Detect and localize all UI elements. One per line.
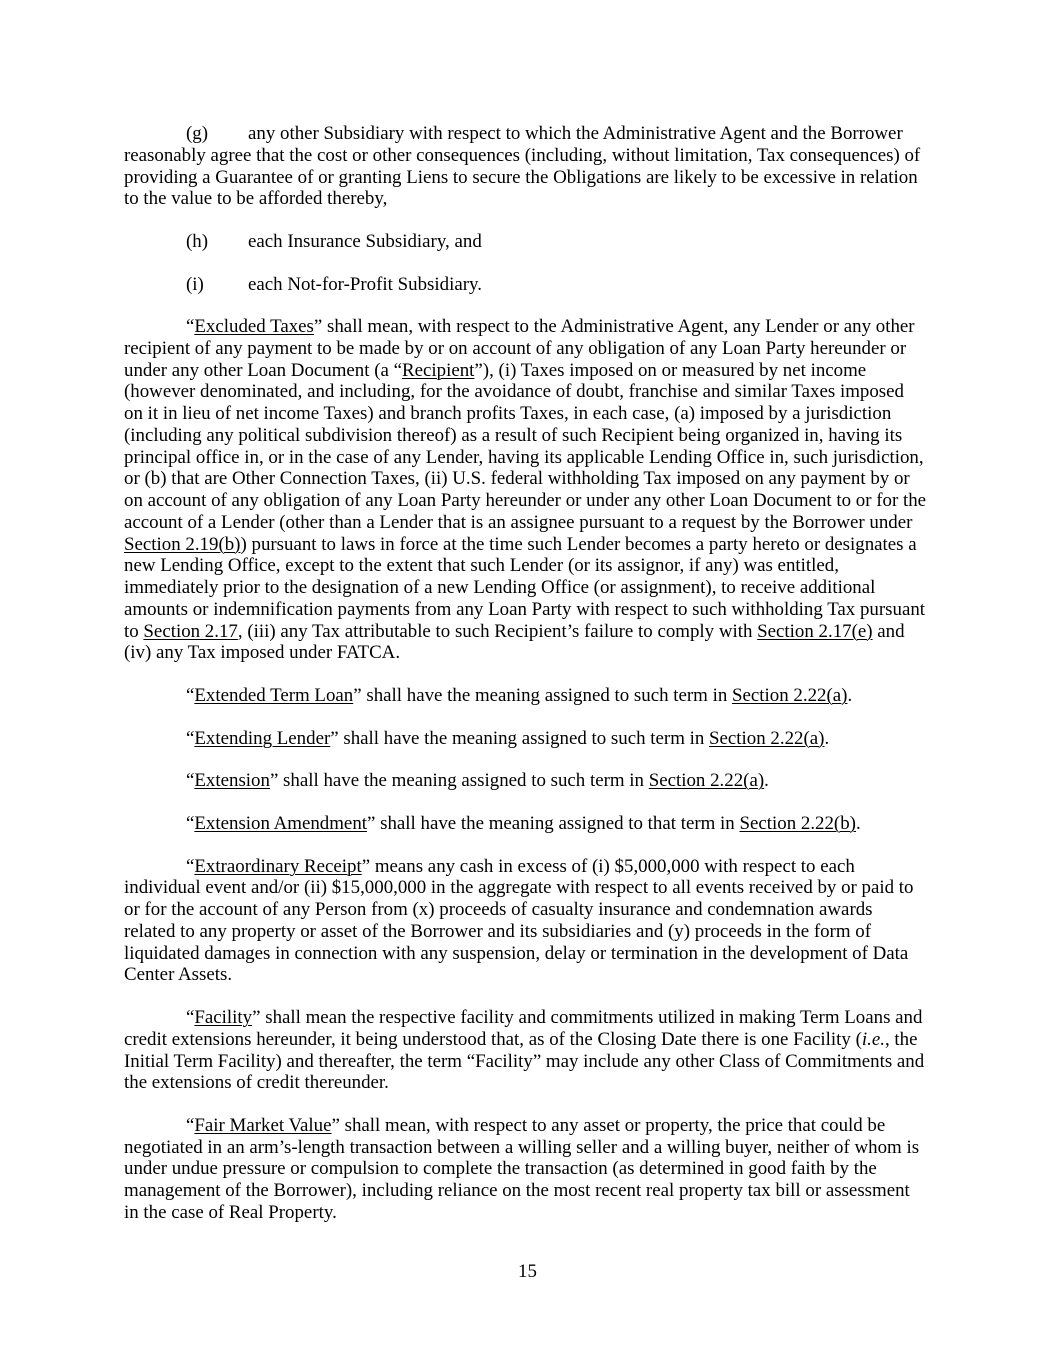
text-run: “ xyxy=(186,727,195,749)
definition-facility xyxy=(124,1007,931,1094)
text-line xyxy=(124,770,931,792)
definition-extension-amendment xyxy=(124,813,931,835)
defined-term: Fair Market Value xyxy=(194,1114,332,1136)
clause-label: (h) xyxy=(186,230,209,252)
definition-extended-term-loan xyxy=(124,685,931,707)
text-run: ” shall mean the respective facility and commitments utilized in making Term Loans and xyxy=(252,1007,923,1029)
text-run: “ xyxy=(186,770,195,792)
definition-excluded-taxes xyxy=(124,316,931,664)
clause-i xyxy=(124,274,931,296)
defined-term: Extraordinary Receipt xyxy=(194,855,362,877)
page-number: 15 xyxy=(518,1261,537,1282)
defined-term: Extension xyxy=(194,770,270,792)
definition-fair-market-value xyxy=(124,1115,931,1224)
text-run: “ xyxy=(186,316,195,338)
text-line: amounts or indemnification payments from any Loan Party with respect to such withholding Tax pursuant xyxy=(124,598,926,620)
text-line: on account of any obligation of any Loan Party hereunder or under any other Loan Document to or for the xyxy=(124,490,927,512)
defined-term: Recipient xyxy=(402,359,475,381)
text-run: each Not-for-Profit Subsidiary. xyxy=(248,273,482,295)
text-run: ”), (i) Taxes imposed on or measured by net income xyxy=(474,359,867,381)
text-run: each Insurance Subsidiary, and xyxy=(248,230,482,252)
text-run: “ xyxy=(186,685,195,707)
defined-term: Excluded Taxes xyxy=(194,316,314,338)
text-line: management of the Borrower), including reliance on the most recent real property tax bill or assessment xyxy=(124,1180,910,1202)
text-line: (however denominated, and including, for the avoidance of doubt, franchise and similar Taxes imposed xyxy=(124,381,904,403)
text-run: any other Subsidiary with respect to which the Administrative Agent and the Borrower xyxy=(248,123,903,144)
text-run: . xyxy=(855,812,861,834)
clause-h xyxy=(124,231,931,253)
text-run: ” means any cash in excess of (i) $5,000,000 with respect to each xyxy=(361,855,855,877)
section-reference: Section 2.19(b) xyxy=(124,533,241,555)
text-run: and xyxy=(872,620,905,642)
defined-term: Extending Lender xyxy=(194,727,331,749)
text-line: on it in lieu of net income Taxes) and branch profits Taxes, in each case, (a) imposed by a jurisdiction xyxy=(124,403,892,425)
text-line: immediately prior to the designation of a new Lending Office (or assignment), to receive additional xyxy=(124,577,876,599)
text-line: recipient of any payment to be made by or on account of any obligation of any Loan Party hereunder or xyxy=(124,337,907,359)
text-run: “ xyxy=(186,812,195,834)
definition-extension xyxy=(124,770,931,792)
text-line: related to any property or asset of the Borrower and its subsidiaries and (y) proceeds in the form of xyxy=(124,920,872,942)
text-run: ” shall have the meaning assigned to that term in xyxy=(367,812,740,834)
text-line: negotiated in an arm’s-length transaction between a willing seller and a willing buyer, neither of whom is xyxy=(124,1136,920,1158)
text-line xyxy=(124,1029,931,1051)
text-run: ” shall have the meaning assigned to such term in xyxy=(269,770,649,792)
text-line xyxy=(124,274,931,296)
text-line xyxy=(124,316,931,338)
text-run: “ xyxy=(186,855,195,877)
text-line: (including any political subdivision thereof) as a result of such Recipient being organized in, having its xyxy=(124,424,903,446)
text-run: to xyxy=(124,620,144,642)
section-reference: Section 2.17 xyxy=(143,620,238,642)
clause-label: (i) xyxy=(186,273,204,295)
text-line: the extensions of credit thereunder. xyxy=(124,1072,389,1094)
text-run: under any other Loan Document (a “ xyxy=(124,359,403,381)
text-run: ) pursuant to laws in force at the time such Lender becomes a party hereto or designates a xyxy=(240,533,917,555)
text-line: providing a Guarantee of or granting Liens to secure the Obligations are likely to be excessive in relation xyxy=(124,166,918,188)
text-run: credit extensions hereunder, it being understood that, as of the Closing Date there is one Facility ( xyxy=(124,1028,862,1050)
text-line xyxy=(124,621,931,643)
text-line xyxy=(124,685,931,707)
section-reference: Section 2.22(a) xyxy=(648,770,765,792)
text-line: liquidated damages in connection with any suspension, delay or termination in the development of Data xyxy=(124,942,909,964)
section-reference: Section 2.22(a) xyxy=(732,685,848,707)
text-run: ” shall mean, with respect to any asset or property, the price that could be xyxy=(331,1114,886,1136)
text-line xyxy=(124,534,931,556)
text-run: . xyxy=(764,770,769,792)
text-line: reasonably agree that the cost or other consequences (including, without limitation, Tax consequences) of xyxy=(124,144,921,166)
document-body xyxy=(124,123,931,1245)
text-line: or (b) that are Other Connection Taxes, (ii) U.S. federal withholding Tax imposed on any payment by or xyxy=(124,468,910,490)
text-line: in the case of Real Property. xyxy=(124,1201,337,1223)
text-line: new Lending Office, except to the extent that such Lender (or its assignor, if any) was entitled, xyxy=(124,555,839,577)
text-run: , the xyxy=(884,1028,918,1050)
text-line: individual event and/or (ii) $15,000,000 in the aggregate with respect to all events received by or paid to xyxy=(124,877,914,899)
italic-text: i.e. xyxy=(861,1028,885,1050)
text-line xyxy=(124,360,931,382)
text-line xyxy=(124,813,931,835)
text-line: or for the account of any Person from (x) proceeds of casualty insurance and condemnation awards xyxy=(124,899,873,921)
text-line: (iv) any Tax imposed under FATCA. xyxy=(124,642,401,664)
text-line xyxy=(124,123,931,145)
section-reference: Section 2.17(e) xyxy=(757,620,873,642)
section-reference: Section 2.22(b) xyxy=(739,812,856,834)
text-run: “ xyxy=(186,1007,195,1029)
text-run: ” shall have the meaning assigned to such term in xyxy=(330,727,710,749)
text-line xyxy=(124,856,931,878)
text-line xyxy=(124,728,931,750)
text-line: Center Assets. xyxy=(124,964,233,986)
defined-term: Facility xyxy=(194,1007,253,1029)
clause-g xyxy=(124,123,931,210)
defined-term: Extension Amendment xyxy=(194,812,368,834)
definition-extraordinary-receipt xyxy=(124,856,931,987)
text-run: ” shall mean, with respect to the Administrative Agent, any Lender or any other xyxy=(313,316,915,338)
text-run: ” shall have the meaning assigned to such term in xyxy=(353,685,733,707)
text-run: , (iii) any Tax attributable to such Recipient’s failure to comply with xyxy=(237,620,758,642)
text-line xyxy=(124,231,931,253)
text-line: Initial Term Facility) and thereafter, the term “Facility” may include any other Class of Commitments and xyxy=(124,1050,925,1072)
defined-term: Extended Term Loan xyxy=(194,685,354,707)
text-run: “ xyxy=(186,1114,195,1136)
text-line: account of a Lender (other than a Lender that is an assignee pursuant to a request by the Borrower under xyxy=(124,511,913,533)
text-line: under undue pressure or compulsion to complete the transaction (as determined in good faith by the xyxy=(124,1158,877,1180)
section-reference: Section 2.22(a) xyxy=(709,727,825,749)
clause-label: (g) xyxy=(186,123,209,144)
definition-extending-lender xyxy=(124,728,931,750)
text-line xyxy=(124,1007,931,1029)
text-line xyxy=(124,1115,931,1137)
text-run: . xyxy=(847,685,853,707)
text-run: . xyxy=(824,727,830,749)
text-line: principal office in, or in the case of any Lender, having its applicable Lending Office in, such jurisdiction, xyxy=(124,446,924,468)
text-line: to the value to be afforded thereby, xyxy=(124,188,388,210)
